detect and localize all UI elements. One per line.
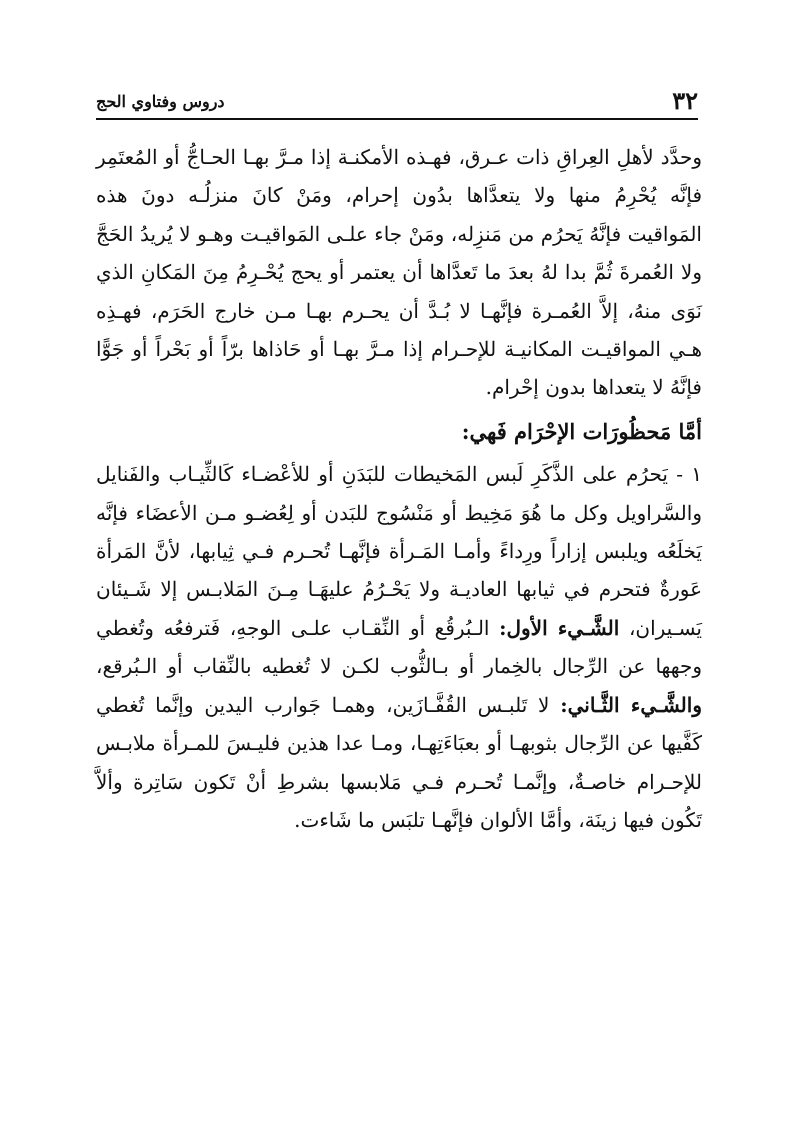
prohibitions-text-1: ١ - يَحرُم على الذَّكَرِ لَبس المَخيطات للبَدَنِ أو للأعْضـاء كَالثِّيـاب والفَنايل والسَّراويل وكل ما هُوَ مَخِيط أو مَنْسُوج للبَدن أو لِعُضـو مـن الأعضَاء فإنَّه يَخلَعُه ويلبس إزاراً ورِداءً وأمـا المَـرأة فإنَّهـا تُحـرم فـي ثِيابها، لأنَّ المَرأة عَورةٌ فتحرم في ثيابها العاديـة ولا يَحْـرُمُ عليهَـا مِـنَ المَلابـس إلا شَـيئان يَسـيران، bbox=[96, 462, 702, 640]
paragraph-prohibitions bbox=[96, 455, 702, 839]
paragraph-miqat: وحدَّد لأهلِ العِراقِ ذات عـرق، فهـذه الأمكنـة إذا مـرَّ بهـا الحـاجُّ أو المُعتَمِر فإنَّه يُحْرِمُ منها ولا يتعدَّاها بدُون إحرام، ومَنْ كانَ منزلُـه دونَ هذه المَواقيت فإنَّهُ يَحرُم من مَنزِله، ومَنْ جاء علـى المَواقيـت وهـو لا يُريدُ الحَجَّ ولا العُمرةَ ثُمَّ بدا لهُ بعدَ ما تَعدَّاها أن يعتمر أو يحج يُحْـرِمُ مِنَ المَكانِ الذي نَوَى منهُ، إلاَّ العُمـرة فإنَّهـا لا بُـدَّ أن يحـرم بهـا مـن خارج الحَرَم، فهـذِه هـي المواقيـت المكانيـة للإحـرام إذا مـرَّ بهـا أو حَاذاها برّاً أو بَحْراً أو جَوًّا فإنَّهُ لا يتعداها بدون إحْرام. bbox=[96, 145, 702, 400]
section-heading: أمَّا مَحظُورَات الإحْرَام فَهي: bbox=[461, 418, 702, 444]
header-rule bbox=[96, 118, 698, 120]
prohibitions-text-3: لا تَلبـس القُفَّـازَين، وهمـا جَوارب اليدين وإنَّما تُغطي كَفَّيها عن الرِّجال بثوبهـا أو بعبَاءَتِهـا، ومـا عدا هذين فليـسَ للمـرأة ملابـس للإحـرام خاصـةٌ، وإنَّمـا تُحـرم فـي مَلابسها بشرطِ أنْ تَكون سَاتِرة وألاَّ تَكُون فيها زينَة، وأمَّا الألوان فإنَّهـا تلبَس ما شَاءت. bbox=[96, 692, 702, 832]
second-item-label: والشَّـيء الثَّـاني: bbox=[560, 692, 702, 717]
body-text bbox=[96, 138, 702, 839]
prohibitions-text-2: الـبُرقُع أو النِّقـاب علـى الوجهِ، فَترفعُه وتُغطي وجهها عن الرِّجال بالخِمار أو بـالثُّوب لكـن لا تُغطيه بالنِّقاب أو الـبُرقع، bbox=[96, 615, 702, 679]
first-item-label: الشَّـيء الأول: bbox=[499, 615, 620, 640]
running-title: دروس وفتاوي الحج bbox=[96, 92, 225, 111]
page-header bbox=[96, 86, 698, 122]
page-number: ٣٢ bbox=[672, 86, 698, 115]
